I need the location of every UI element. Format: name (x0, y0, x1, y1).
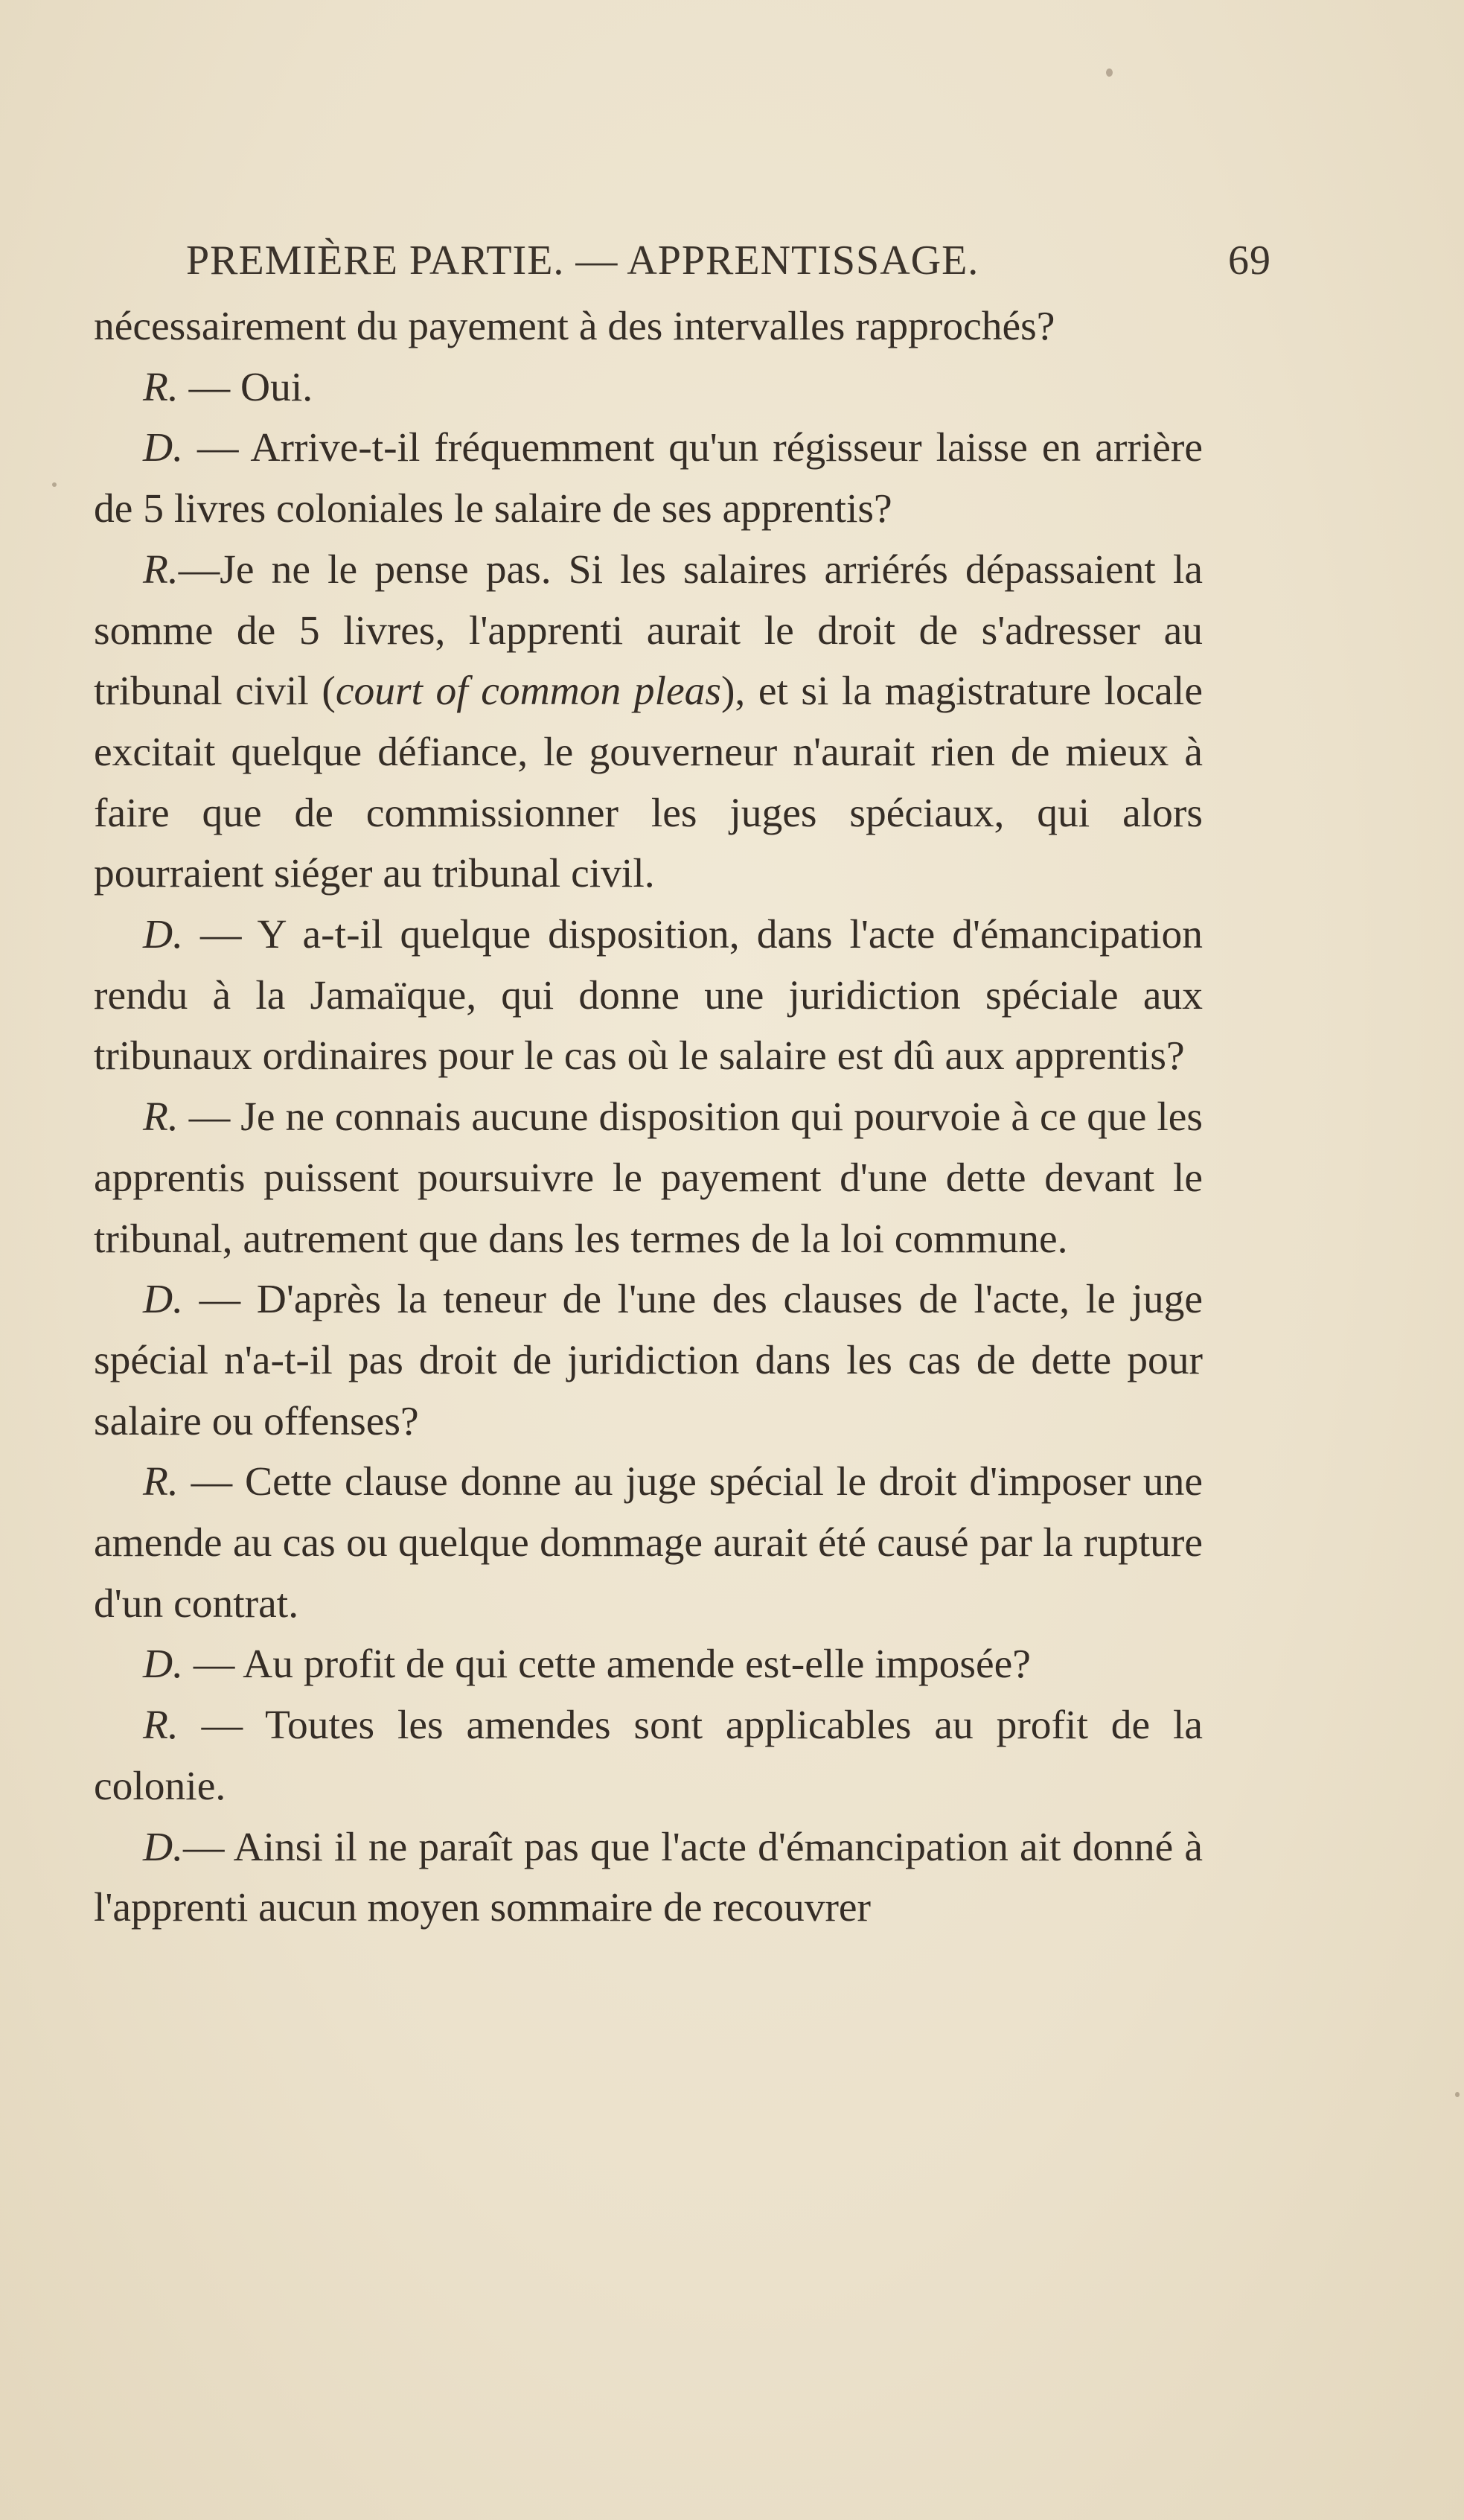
paper-speck (52, 482, 57, 487)
speaker-label: R. (143, 1703, 179, 1749)
paragraph-question: D.— Ainsi il ne paraît pas que l'acte d'émancipation ait donné à l'apprenti aucun moyen sommaire de recouvrer (94, 1824, 1203, 1931)
paragraph-answer: R. — Toutes les amendes sont applicables au profit de la colonie. (94, 1703, 1203, 1809)
body-text (94, 296, 1203, 1939)
speaker-label: D. (143, 1277, 183, 1323)
speaker-label: D. (143, 1642, 183, 1688)
paragraph-answer: R. — Oui. (143, 364, 313, 410)
paragraph-question: D. — Au profit de qui cette amende est-elle imposée? (143, 1642, 1031, 1688)
paper-speck (1106, 68, 1113, 77)
paragraph-answer: R. — Je ne connais aucune disposition qui pourvoie à ce que les apprentis puissent poursuivre le payement d'une dette devant le tribunal, autrement que dans les termes de la loi commune. (94, 1094, 1203, 1262)
speaker-label: R. (143, 364, 179, 410)
speaker-label: D. (143, 912, 183, 958)
speaker-label: R. (143, 1094, 179, 1141)
paragraph-answer: R. — Cette clause donne au juge spécial le droit d'imposer une amende au cas ou quelque dommage aurait été causé par la rupture d'un contrat. (94, 1459, 1203, 1627)
speaker-label: R. (143, 546, 179, 593)
paragraph-question: D. — Arrive-t-il fréquemment qu'un régisseur laisse en arrière de 5 livres coloniales le salaire de ses apprentis? (94, 425, 1203, 532)
paragraph-continuation: nécessairement du payement à des intervalles rapprochés? (94, 304, 1055, 349)
running-head (186, 237, 1271, 304)
paragraph-question: D. — Y a-t-il quelque disposition, dans l'acte d'émancipation rendu à la Jamaïque, qui donne une juridiction spéciale aux tribunaux ordinaires pour le cas où le salaire est dû aux apprentis? (94, 912, 1203, 1079)
paragraph-answer: R.—Je ne le pense pas. Si les salaires arriérés dépassaient la somme de 5 livres, l'apprenti aurait le droit de s'adresser au tribunal civil (court of common pleas), et si la magistrature locale excitait quelque défiance, le gouverneur n'aurait rien de mieux à faire que de commissionner les juges spéciaux, qui alors pourraient siéger au tribunal civil. (94, 546, 1203, 897)
speaker-label: R. (143, 1459, 179, 1505)
running-title: PREMIÈRE PARTIE. — APPRENTISSAGE. (186, 237, 979, 284)
italic-term: court of common pleas (335, 669, 721, 715)
paper-speck (1455, 2092, 1460, 2097)
page-number: 69 (1228, 237, 1271, 284)
speaker-label: D. (143, 425, 183, 471)
speaker-label: D. (143, 1824, 183, 1870)
paragraph-question: D. — D'après la teneur de l'une des clauses de l'acte, le juge spécial n'a-t-il pas droit de juridiction dans les cas de dette pour salaire ou offenses? (94, 1277, 1203, 1444)
